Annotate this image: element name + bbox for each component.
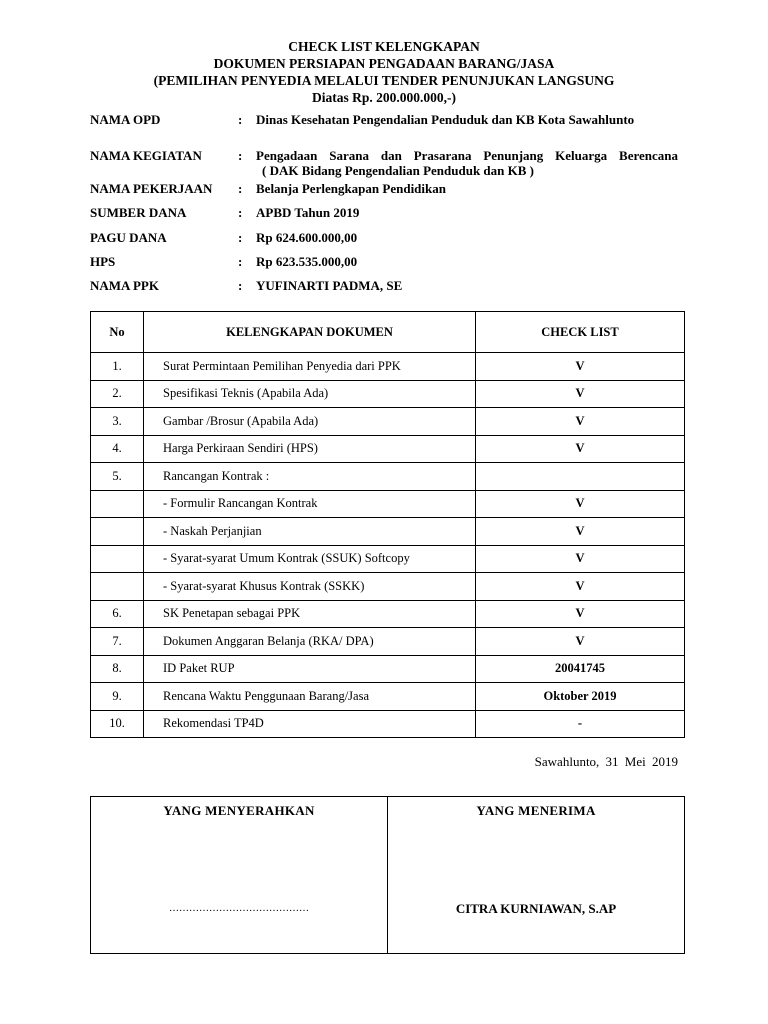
info-label: NAMA OPD (90, 112, 161, 127)
header-document: KELENGKAPAN DOKUMEN (144, 312, 476, 353)
info-value: Belanja Perlengkapan Pendidikan (256, 181, 446, 196)
row-document: - Naskah Perjanjian (144, 518, 476, 546)
row-document: Rencana Waktu Penggunaan Barang/Jasa (144, 683, 476, 711)
row-document: ID Paket RUP (144, 655, 476, 683)
row-check: - (476, 710, 685, 738)
table-row (91, 380, 685, 408)
info-label: SUMBER DANA (90, 205, 187, 220)
row-document: Dokumen Anggaran Belanja (RKA/ DPA) (144, 628, 476, 656)
signature-table (90, 796, 685, 954)
info-label: NAMA PPK (90, 278, 159, 293)
table-row (91, 435, 685, 463)
row-number: 6. (91, 600, 144, 628)
signature-left (91, 797, 388, 954)
info-colon: : (238, 205, 243, 220)
row-number: 4. (91, 435, 144, 463)
table-row (91, 408, 685, 436)
row-number: 3. (91, 408, 144, 436)
row-document: - Syarat-syarat Khusus Kontrak (SSKK) (144, 573, 476, 601)
row-number: 1. (91, 353, 144, 381)
title-line-2: DOKUMEN PERSIAPAN PENGADAAN BARANG/JASA (213, 56, 555, 71)
table-row (91, 490, 685, 518)
title-line-4: Diatas Rp. 200.000.000,-) (312, 90, 456, 105)
header-no: No (91, 312, 144, 353)
info-value-line-2: ( DAK Bidang Pengendalian Penduduk dan KB ) (262, 163, 534, 178)
row-number (91, 545, 144, 573)
signature-right (388, 797, 685, 954)
info-label: HPS (90, 254, 116, 269)
info-colon: : (238, 230, 243, 245)
signature-left-name: …………………………………… (169, 903, 309, 914)
info-value: Rp 623.535.000,00 (256, 254, 358, 269)
place-date: Sawahlunto, 31 Mei 2019 (534, 754, 678, 769)
table-row (91, 545, 685, 573)
row-check: V (476, 545, 685, 573)
table-row (91, 573, 685, 601)
table-header-row (91, 312, 685, 353)
row-number: 10. (91, 710, 144, 738)
row-document: SK Penetapan sebagai PPK (144, 600, 476, 628)
row-check (476, 463, 685, 491)
row-number: 5. (91, 463, 144, 491)
row-document: Gambar /Brosur (Apabila Ada) (144, 408, 476, 436)
signature-right-heading: YANG MENERIMA (476, 803, 596, 818)
checklist-table (90, 311, 685, 738)
table-row (91, 353, 685, 381)
row-check: V (476, 435, 685, 463)
row-document: Surat Permintaan Pemilihan Penyedia dari PPK (144, 353, 476, 381)
row-check: V (476, 600, 685, 628)
table-row (91, 628, 685, 656)
header-check-list: CHECK LIST (476, 312, 685, 353)
row-check: V (476, 408, 685, 436)
info-value: APBD Tahun 2019 (256, 205, 360, 220)
row-document: - Formulir Rancangan Kontrak (144, 490, 476, 518)
row-check: V (476, 353, 685, 381)
signature-right-name: CITRA KURNIAWAN, S.AP (455, 901, 617, 916)
title-line-1: CHECK LIST KELENGKAPAN (288, 39, 480, 54)
document-title (0, 38, 768, 106)
info-colon: : (238, 148, 243, 163)
info-label: NAMA KEGIATAN (90, 148, 202, 163)
row-number: 9. (91, 683, 144, 711)
signature-left-heading: YANG MENYERAHKAN (163, 803, 315, 818)
title-line-3: (PEMILIHAN PENYEDIA MELALUI TENDER PENUNJUKAN LANGSUNG (153, 73, 615, 88)
info-value: Pengadaan Sarana dan Prasarana Penunjang Keluarga Berencana (256, 148, 678, 163)
row-document: Spesifikasi Teknis (Apabila Ada) (144, 380, 476, 408)
row-check: V (476, 490, 685, 518)
table-row (91, 683, 685, 711)
info-label: PAGU DANA (90, 230, 167, 245)
row-number (91, 518, 144, 546)
row-number (91, 490, 144, 518)
info-colon: : (238, 181, 243, 196)
info-value: YUFINARTI PADMA, SE (256, 278, 403, 293)
table-row (91, 710, 685, 738)
row-check: V (476, 518, 685, 546)
table-row (91, 600, 685, 628)
info-value: Dinas Kesehatan Pengendalian Penduduk dan KB Kota Sawahlunto (256, 112, 635, 127)
table-row (91, 518, 685, 546)
row-check: 20041745 (476, 655, 685, 683)
row-document: Rekomendasi TP4D (144, 710, 476, 738)
row-check: V (476, 628, 685, 656)
row-check: Oktober 2019 (476, 683, 685, 711)
row-number (91, 573, 144, 601)
table-row (91, 463, 685, 491)
info-colon: : (238, 254, 243, 269)
info-label: NAMA PEKERJAAN (90, 181, 213, 196)
row-number: 8. (91, 655, 144, 683)
info-colon: : (238, 112, 243, 127)
row-check: V (476, 573, 685, 601)
row-document: - Syarat-syarat Umum Kontrak (SSUK) Softcopy (144, 545, 476, 573)
row-document: Harga Perkiraan Sendiri (HPS) (144, 435, 476, 463)
table-row (91, 655, 685, 683)
row-document: Rancangan Kontrak : (144, 463, 476, 491)
row-number: 7. (91, 628, 144, 656)
info-value: Rp 624.600.000,00 (256, 230, 358, 245)
info-colon: : (238, 278, 243, 293)
row-check: V (476, 380, 685, 408)
signature-row (91, 797, 685, 954)
row-number: 2. (91, 380, 144, 408)
checklist-body (91, 353, 685, 738)
